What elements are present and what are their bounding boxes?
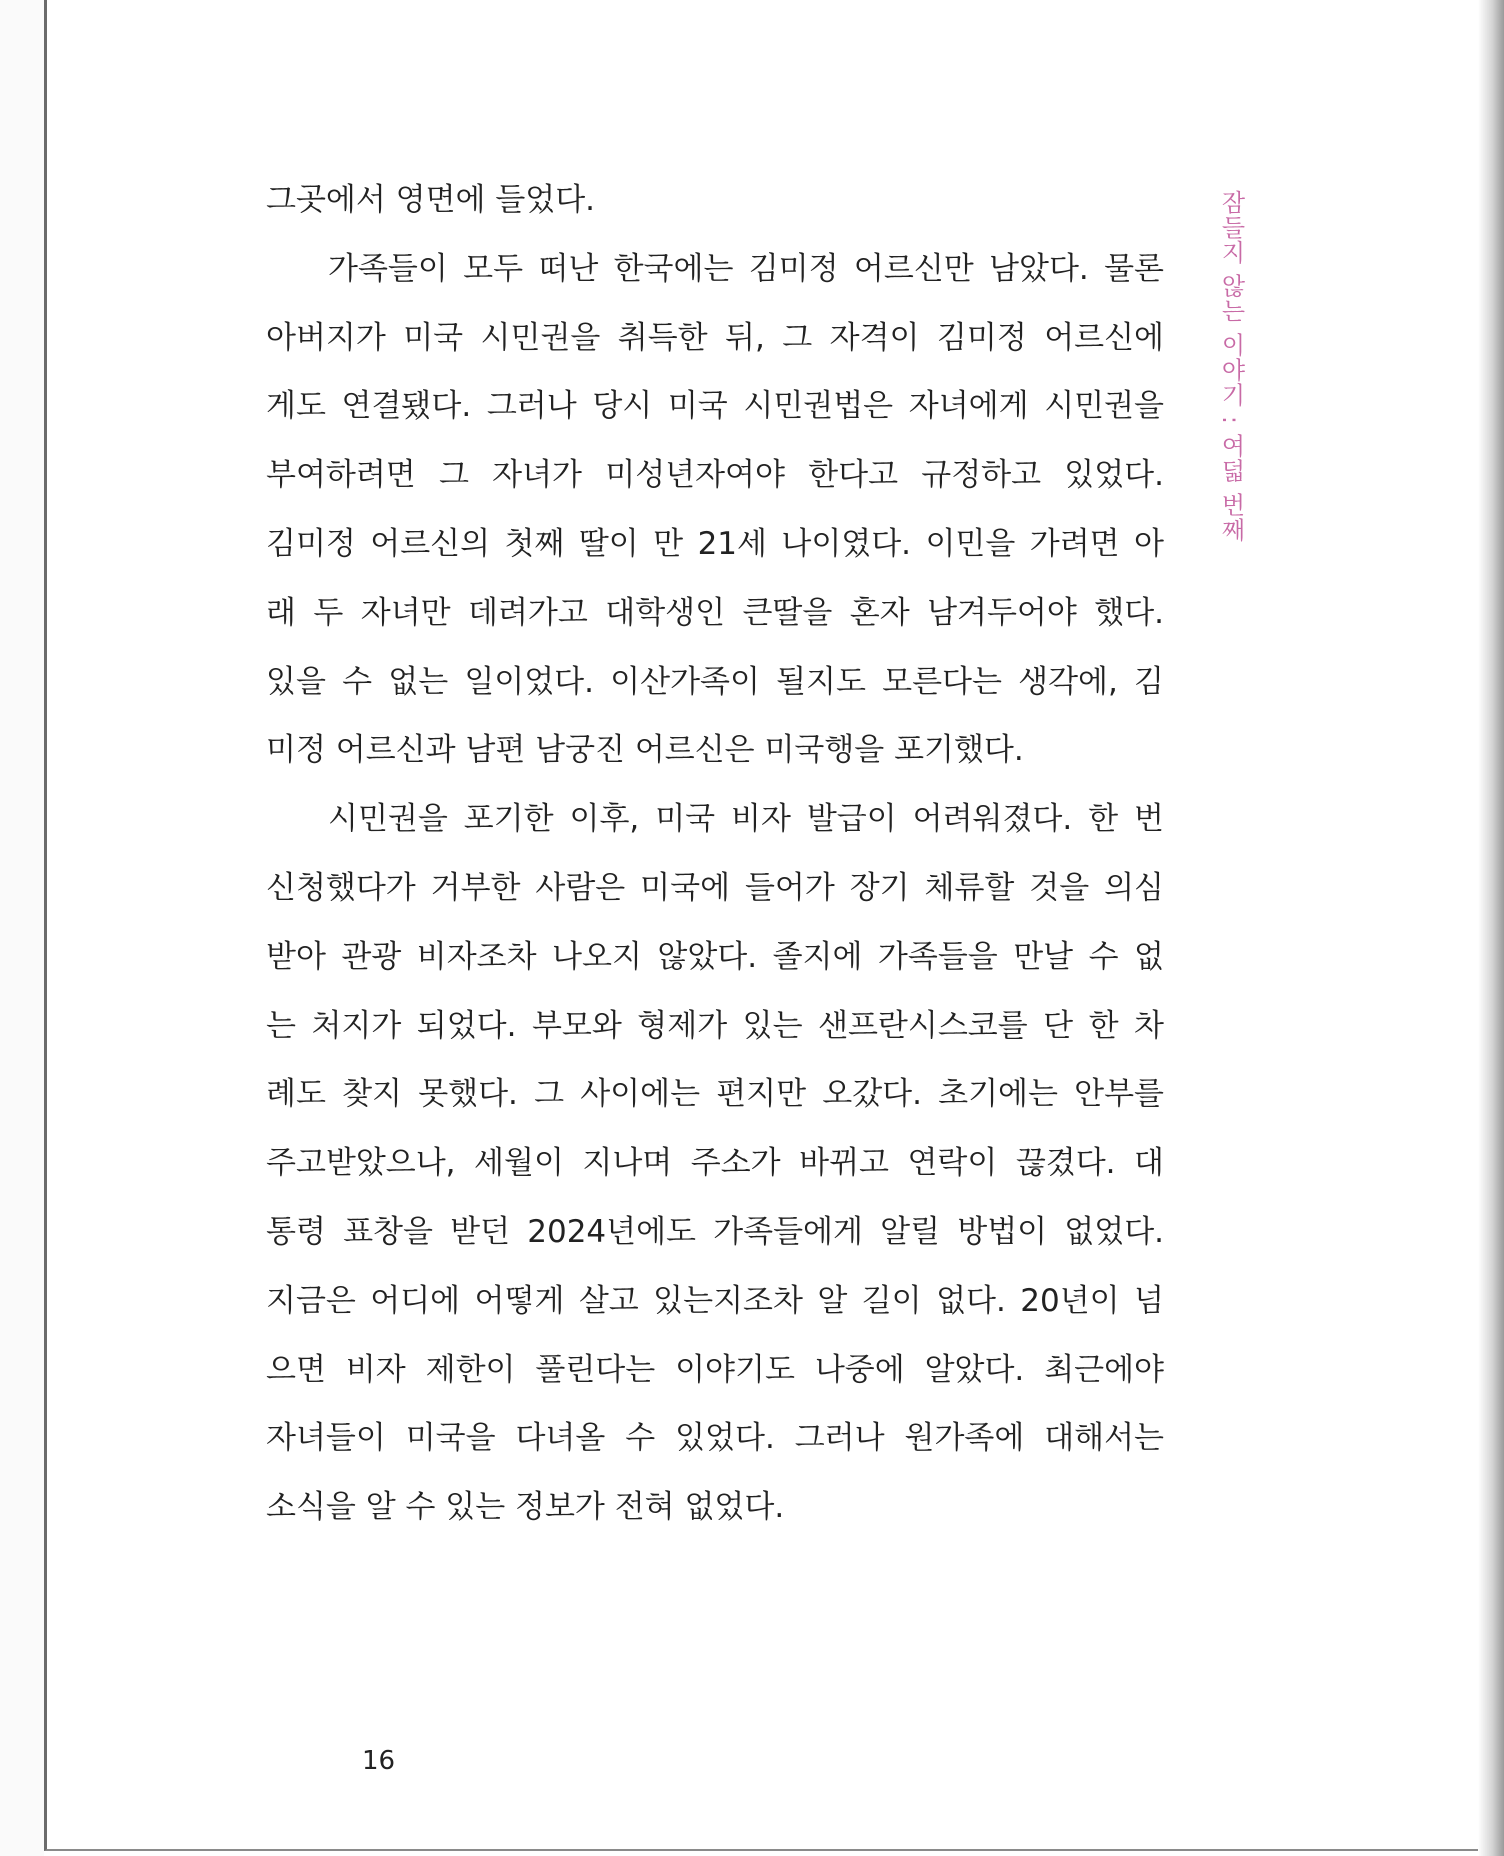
text-line: 지금은 어디에 어떻게 살고 있는지조차 알 길이 없다. 20년이 넘 <box>266 1282 1164 1319</box>
text-line: 주고받았으나, 세월이 지나며 주소가 바뀌고 연락이 끊겼다. 대 <box>266 1145 1164 1182</box>
text-line: 신청했다가 거부한 사람은 미국에 들어가 장기 체류할 것을 의심 <box>266 869 1164 906</box>
text-line: 래 두 자녀만 데려가고 대학생인 큰딸을 혼자 남겨두어야 했다. <box>266 594 1164 631</box>
text-line: 아버지가 미국 시민권을 취득한 뒤, 그 자격이 김미정 어르신에 <box>266 319 1164 356</box>
text-line: 는 처지가 되었다. 부모와 형제가 있는 샌프란시스코를 단 한 차 <box>266 1007 1164 1044</box>
text-line: 통령 표창을 받던 2024년에도 가족들에게 알릴 방법이 없었다. <box>266 1213 1164 1250</box>
text-line: 그곳에서 영면에 들었다. <box>266 182 596 218</box>
text-line: 가족들이 모두 떠난 한국에는 김미정 어르신만 남았다. 물론 <box>328 250 1164 287</box>
text-line: 있을 수 없는 일이었다. 이산가족이 될지도 모른다는 생각에, 김 <box>266 663 1164 700</box>
text-line: 례도 찾지 못했다. 그 사이에는 편지만 오갔다. 초기에는 안부를 <box>266 1076 1164 1113</box>
text-line: 게도 연결됐다. 그러나 당시 미국 시민권법은 자녀에게 시민권을 <box>266 388 1164 425</box>
text-line: 미정 어르신과 남편 남궁진 어르신은 미국행을 포기했다. <box>266 732 1024 769</box>
text-line: 시민권을 포기한 이후, 미국 비자 발급이 어려워졌다. 한 번 <box>328 801 1164 838</box>
body-text <box>266 166 1164 1542</box>
text-line: 자녀들이 미국을 다녀올 수 있었다. 그러나 원가족에 대해서는 <box>266 1420 1164 1457</box>
page-number: 16 <box>362 1746 396 1776</box>
text-line: 받아 관광 비자조차 나오지 않았다. 졸지에 가족들을 만날 수 없 <box>266 938 1164 975</box>
text-line: 소식을 알 수 있는 정보가 전혀 없었다. <box>266 1489 785 1526</box>
text-line: 김미정 어르신의 첫째 딸이 만 21세 나이였다. 이민을 가려면 아 <box>266 525 1164 562</box>
text-line: 부여하려면 그 자녀가 미성년자여야 한다고 규정하고 있었다. <box>266 457 1164 494</box>
running-head: 잠들지 않는 이야기 : 여덟 번째 <box>1217 190 1245 543</box>
page-edge-shadow <box>1478 0 1504 1856</box>
text-line: 으면 비자 제한이 풀린다는 이야기도 나중에 알았다. 최근에야 <box>266 1351 1164 1388</box>
page-left-margin <box>0 0 44 1856</box>
